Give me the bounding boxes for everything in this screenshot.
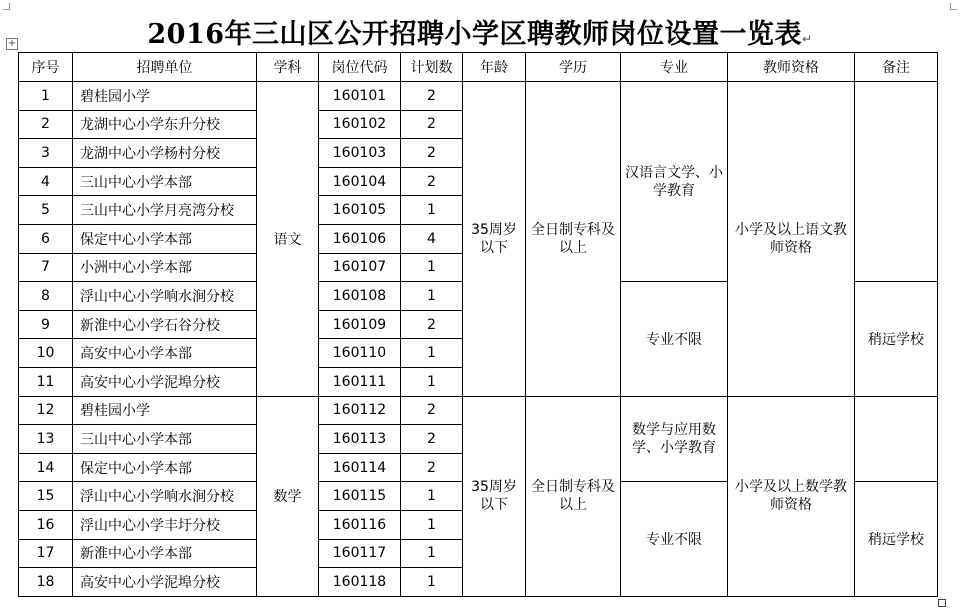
cell-code: 160117 xyxy=(319,539,401,568)
cell-no: 3 xyxy=(19,139,73,168)
cell-major-chinese-a: 汉语言文学、小学教育 xyxy=(621,82,728,282)
cell-plan: 1 xyxy=(401,367,463,396)
cell-plan: 2 xyxy=(401,110,463,139)
header-cell-subject: 学科 xyxy=(257,53,319,82)
header-cell-age: 年龄 xyxy=(463,53,526,82)
cell-code: 160114 xyxy=(319,453,401,482)
cell-age-math: 35周岁以下 xyxy=(463,396,526,596)
cell-no: 8 xyxy=(19,282,73,311)
cell-major-chinese-b: 专业不限 xyxy=(621,282,728,396)
cell-code: 160104 xyxy=(319,167,401,196)
cell-plan: 2 xyxy=(401,396,463,425)
cell-code: 160112 xyxy=(319,396,401,425)
cell-subject-chinese: 语文 xyxy=(257,82,319,397)
cell-no: 11 xyxy=(19,367,73,396)
cell-unit: 高安中心小学泥埠分校 xyxy=(73,367,257,396)
cell-plan: 2 xyxy=(401,167,463,196)
cell-plan: 1 xyxy=(401,510,463,539)
cell-unit: 保定中心小学本部 xyxy=(73,224,257,253)
header-cell-major: 专业 xyxy=(621,53,728,82)
cell-unit: 保定中心小学本部 xyxy=(73,453,257,482)
cell-unit: 碧桂园小学 xyxy=(73,396,257,425)
cell-no: 14 xyxy=(19,453,73,482)
cell-plan: 1 xyxy=(401,568,463,597)
cell-plan: 2 xyxy=(401,139,463,168)
cell-remark-math-b: 稍远学校 xyxy=(855,482,938,596)
cell-no: 1 xyxy=(19,82,73,111)
cell-code: 160108 xyxy=(319,282,401,311)
cell-code: 160116 xyxy=(319,510,401,539)
cell-code: 160102 xyxy=(319,110,401,139)
cell-unit: 浮山中心小学丰圩分校 xyxy=(73,510,257,539)
cell-no: 13 xyxy=(19,425,73,454)
header-cell-education: 学历 xyxy=(526,53,621,82)
cell-no: 10 xyxy=(19,339,73,368)
cell-unit: 浮山中心小学响水涧分校 xyxy=(73,482,257,511)
cell-code: 160118 xyxy=(319,568,401,597)
cell-age-chinese: 35周岁以下 xyxy=(463,82,526,397)
cell-major-math-a: 数学与应用数学、小学教育 xyxy=(621,396,728,482)
cell-unit: 新淮中心小学石谷分校 xyxy=(73,310,257,339)
table-resize-handle-icon[interactable] xyxy=(938,599,946,607)
cell-no: 15 xyxy=(19,482,73,511)
cell-unit: 高安中心小学本部 xyxy=(73,339,257,368)
cell-no: 9 xyxy=(19,310,73,339)
cell-qualification-math: 小学及以上数学教师资格 xyxy=(728,396,855,596)
cell-code: 160106 xyxy=(319,224,401,253)
cell-no: 4 xyxy=(19,167,73,196)
cell-plan: 1 xyxy=(401,282,463,311)
header-cell-code: 岗位代码 xyxy=(319,53,401,82)
cell-plan: 4 xyxy=(401,224,463,253)
table-row xyxy=(19,396,938,425)
cell-code: 160115 xyxy=(319,482,401,511)
cell-unit: 三山中心小学月亮湾分校 xyxy=(73,196,257,225)
header-cell-qualification: 教师资格 xyxy=(728,53,855,82)
cell-subject-math: 数学 xyxy=(257,396,319,596)
cell-unit: 浮山中心小学响水涧分校 xyxy=(73,282,257,311)
cell-education-chinese: 全日制专科及以上 xyxy=(526,82,621,397)
cell-plan: 1 xyxy=(401,196,463,225)
cell-education-math: 全日制专科及以上 xyxy=(526,396,621,596)
cell-code: 160101 xyxy=(319,82,401,111)
header-cell-unit: 招聘单位 xyxy=(73,53,257,82)
title-text: 2016年三山区公开招聘小学区聘教师岗位设置一览表 xyxy=(147,19,803,50)
cell-unit: 小洲中心小学本部 xyxy=(73,253,257,282)
cell-plan: 2 xyxy=(401,453,463,482)
recruitment-table xyxy=(18,52,938,597)
paragraph-mark-icon: ↵ xyxy=(802,32,813,46)
cell-unit: 新淮中心小学本部 xyxy=(73,539,257,568)
page-title xyxy=(0,12,960,51)
cell-plan: 2 xyxy=(401,310,463,339)
cell-code: 160105 xyxy=(319,196,401,225)
cell-no: 2 xyxy=(19,110,73,139)
cell-no: 17 xyxy=(19,539,73,568)
cell-plan: 1 xyxy=(401,539,463,568)
cell-plan: 1 xyxy=(401,253,463,282)
cell-no: 6 xyxy=(19,224,73,253)
header-row xyxy=(19,53,938,82)
cell-no: 7 xyxy=(19,253,73,282)
table-move-handle-icon[interactable]: + xyxy=(7,38,17,49)
cell-remark-chinese-a xyxy=(855,82,938,282)
cell-plan: 2 xyxy=(401,82,463,111)
cell-no: 5 xyxy=(19,196,73,225)
cell-code: 160111 xyxy=(319,367,401,396)
cell-remark-chinese-b: 稍远学校 xyxy=(855,282,938,396)
header-cell-plan: 计划数 xyxy=(401,53,463,82)
cell-code: 160103 xyxy=(319,139,401,168)
cell-plan: 2 xyxy=(401,425,463,454)
cell-unit: 三山中心小学本部 xyxy=(73,167,257,196)
cell-no: 12 xyxy=(19,396,73,425)
cell-no: 18 xyxy=(19,568,73,597)
cell-no: 16 xyxy=(19,510,73,539)
cell-code: 160113 xyxy=(319,425,401,454)
cell-unit: 龙湖中心小学杨村分校 xyxy=(73,139,257,168)
table-row xyxy=(19,82,938,111)
cell-code: 160110 xyxy=(319,339,401,368)
header-cell-no: 序号 xyxy=(19,53,73,82)
cell-code: 160109 xyxy=(319,310,401,339)
cell-qualification-chinese: 小学及以上语文教师资格 xyxy=(728,82,855,397)
cell-unit: 碧桂园小学 xyxy=(73,82,257,111)
cell-unit: 龙湖中心小学东升分校 xyxy=(73,110,257,139)
cell-major-math-b: 专业不限 xyxy=(621,482,728,596)
header-cell-remark: 备注 xyxy=(855,53,938,82)
cell-code: 160107 xyxy=(319,253,401,282)
cell-plan: 1 xyxy=(401,339,463,368)
cell-plan: 1 xyxy=(401,482,463,511)
page-corner-mark-top-right xyxy=(950,3,957,10)
page-corner-mark-top-left xyxy=(3,3,10,10)
cell-unit: 三山中心小学本部 xyxy=(73,425,257,454)
cell-unit: 高安中心小学泥埠分校 xyxy=(73,568,257,597)
cell-remark-math-a xyxy=(855,396,938,482)
